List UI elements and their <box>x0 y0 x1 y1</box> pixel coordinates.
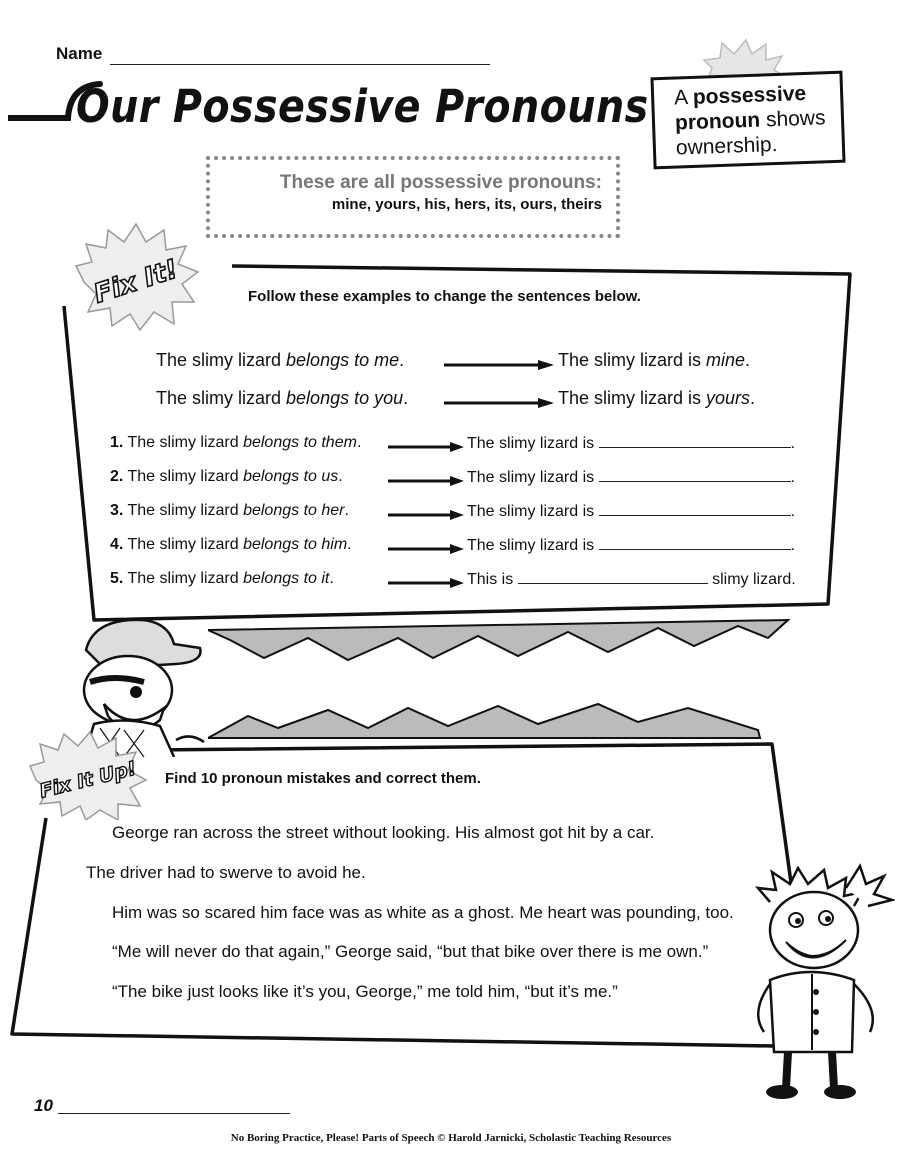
item-punct: . <box>347 536 352 553</box>
item-emphasis: belongs to her <box>243 502 345 519</box>
example-punct: . <box>403 388 409 408</box>
fix-it-up-instruction: Find 10 pronoun mistakes and correct them. <box>165 770 481 787</box>
fix-it-badge <box>74 222 204 332</box>
answer-blank[interactable] <box>599 468 791 482</box>
item-result: The slimy lizard is <box>467 435 599 452</box>
item-emphasis: belongs to them <box>243 434 357 451</box>
example-result: The slimy lizard is <box>558 388 707 408</box>
pronoun-list-items: mine, yours, his, hers, its, ours, theirs <box>331 196 602 213</box>
story-line: “The bike just looks like it’s you, George,” me told him, “but it’s me.” <box>112 982 618 1001</box>
item-number: 4. <box>110 536 124 553</box>
fix-it-instruction: Follow these examples to change the sentences below. <box>248 288 641 305</box>
item-result: The slimy lizard is <box>467 503 599 520</box>
answer-blank[interactable] <box>518 570 708 584</box>
story-line: George ran across the street without looking. His almost got hit by a car. <box>112 823 655 842</box>
example-text: The slimy lizard <box>156 350 287 370</box>
definition-article: A <box>673 86 688 110</box>
arrow-icon <box>444 398 554 408</box>
item-punct: . <box>790 435 796 452</box>
page-title: Our Possessive Pronouns <box>76 80 649 133</box>
item-punct: . <box>329 570 334 587</box>
item-punct: . <box>790 537 796 554</box>
arrow-icon <box>388 578 464 588</box>
item-punct: . <box>344 502 349 519</box>
item-text: The slimy lizard <box>123 434 244 451</box>
example-row <box>156 350 796 374</box>
definition-rest: shows ownership. <box>675 106 826 160</box>
page-number-rule <box>58 1113 290 1114</box>
exercise-item <box>110 570 810 592</box>
girl-cartoon-icon <box>750 862 895 1102</box>
exercise-item <box>110 502 810 524</box>
item-result: The slimy lizard is <box>467 537 599 554</box>
item-punct: . <box>790 503 796 520</box>
arrow-icon <box>388 510 464 520</box>
example-text: The slimy lizard <box>156 388 287 408</box>
example-punct: . <box>750 388 756 408</box>
item-text: The slimy lizard <box>123 570 244 587</box>
zigzag-decoration <box>208 614 798 664</box>
answer-blank[interactable] <box>599 502 791 516</box>
item-result: This is <box>467 571 518 588</box>
item-emphasis: belongs to us <box>243 468 339 485</box>
item-punct: . <box>790 469 796 486</box>
example-answer: yours <box>706 388 751 408</box>
arrow-icon <box>444 360 554 370</box>
name-label: Name <box>56 44 103 63</box>
footer-credit: No Boring Practice, Please! Parts of Speech © Harold Jarnicki, Scholastic Teaching Resources <box>230 1132 672 1144</box>
arrow-icon <box>388 476 464 486</box>
example-answer: mine <box>706 350 746 370</box>
item-number: 5. <box>110 570 124 587</box>
example-emphasis: belongs to you <box>286 388 404 408</box>
example-emphasis: belongs to me <box>286 350 400 370</box>
zigzag-decoration <box>208 700 768 742</box>
item-number: 3. <box>110 502 124 519</box>
example-row <box>156 388 796 412</box>
answer-blank[interactable] <box>599 536 791 550</box>
pronoun-list-heading: These are all possessive pronouns: <box>279 172 602 193</box>
item-number: 2. <box>110 468 124 485</box>
item-punct: . <box>356 434 362 451</box>
arrow-icon <box>388 544 464 554</box>
item-number: 1. <box>110 434 124 451</box>
item-emphasis: belongs to him <box>243 536 348 553</box>
story-line: Him was so scared him face was as white as a ghost. Me heart was pounding, too. <box>112 903 734 922</box>
item-text: The slimy lizard <box>123 536 244 553</box>
page-number: 10 <box>34 1096 53 1115</box>
exercise-item <box>110 434 810 456</box>
fix-it-badge-text: Fix It! <box>90 254 182 310</box>
exercise-item <box>110 468 810 490</box>
item-text: The slimy lizard <box>123 502 244 519</box>
exercise-item <box>110 536 810 558</box>
item-text: The slimy lizard <box>123 468 244 485</box>
definition-term: possessive pronoun <box>674 81 807 135</box>
item-punct: . <box>338 468 343 485</box>
item-emphasis: belongs to it <box>243 570 330 587</box>
story-line: “Me will never do that again,” George said, “but that bike over there is me own.” <box>112 942 709 961</box>
fix-it-up-badge <box>28 730 148 820</box>
item-result: The slimy lizard is <box>467 469 599 486</box>
example-punct: . <box>399 350 405 370</box>
story-line: The driver had to swerve to avoid he. <box>86 863 366 882</box>
example-punct: . <box>745 350 751 370</box>
fix-it-up-badge-text: Fix It Up! <box>37 757 139 803</box>
arrow-icon <box>388 442 464 452</box>
answer-blank[interactable] <box>599 434 791 448</box>
example-result: The slimy lizard is <box>558 350 707 370</box>
item-punct: slimy lizard. <box>707 571 796 588</box>
